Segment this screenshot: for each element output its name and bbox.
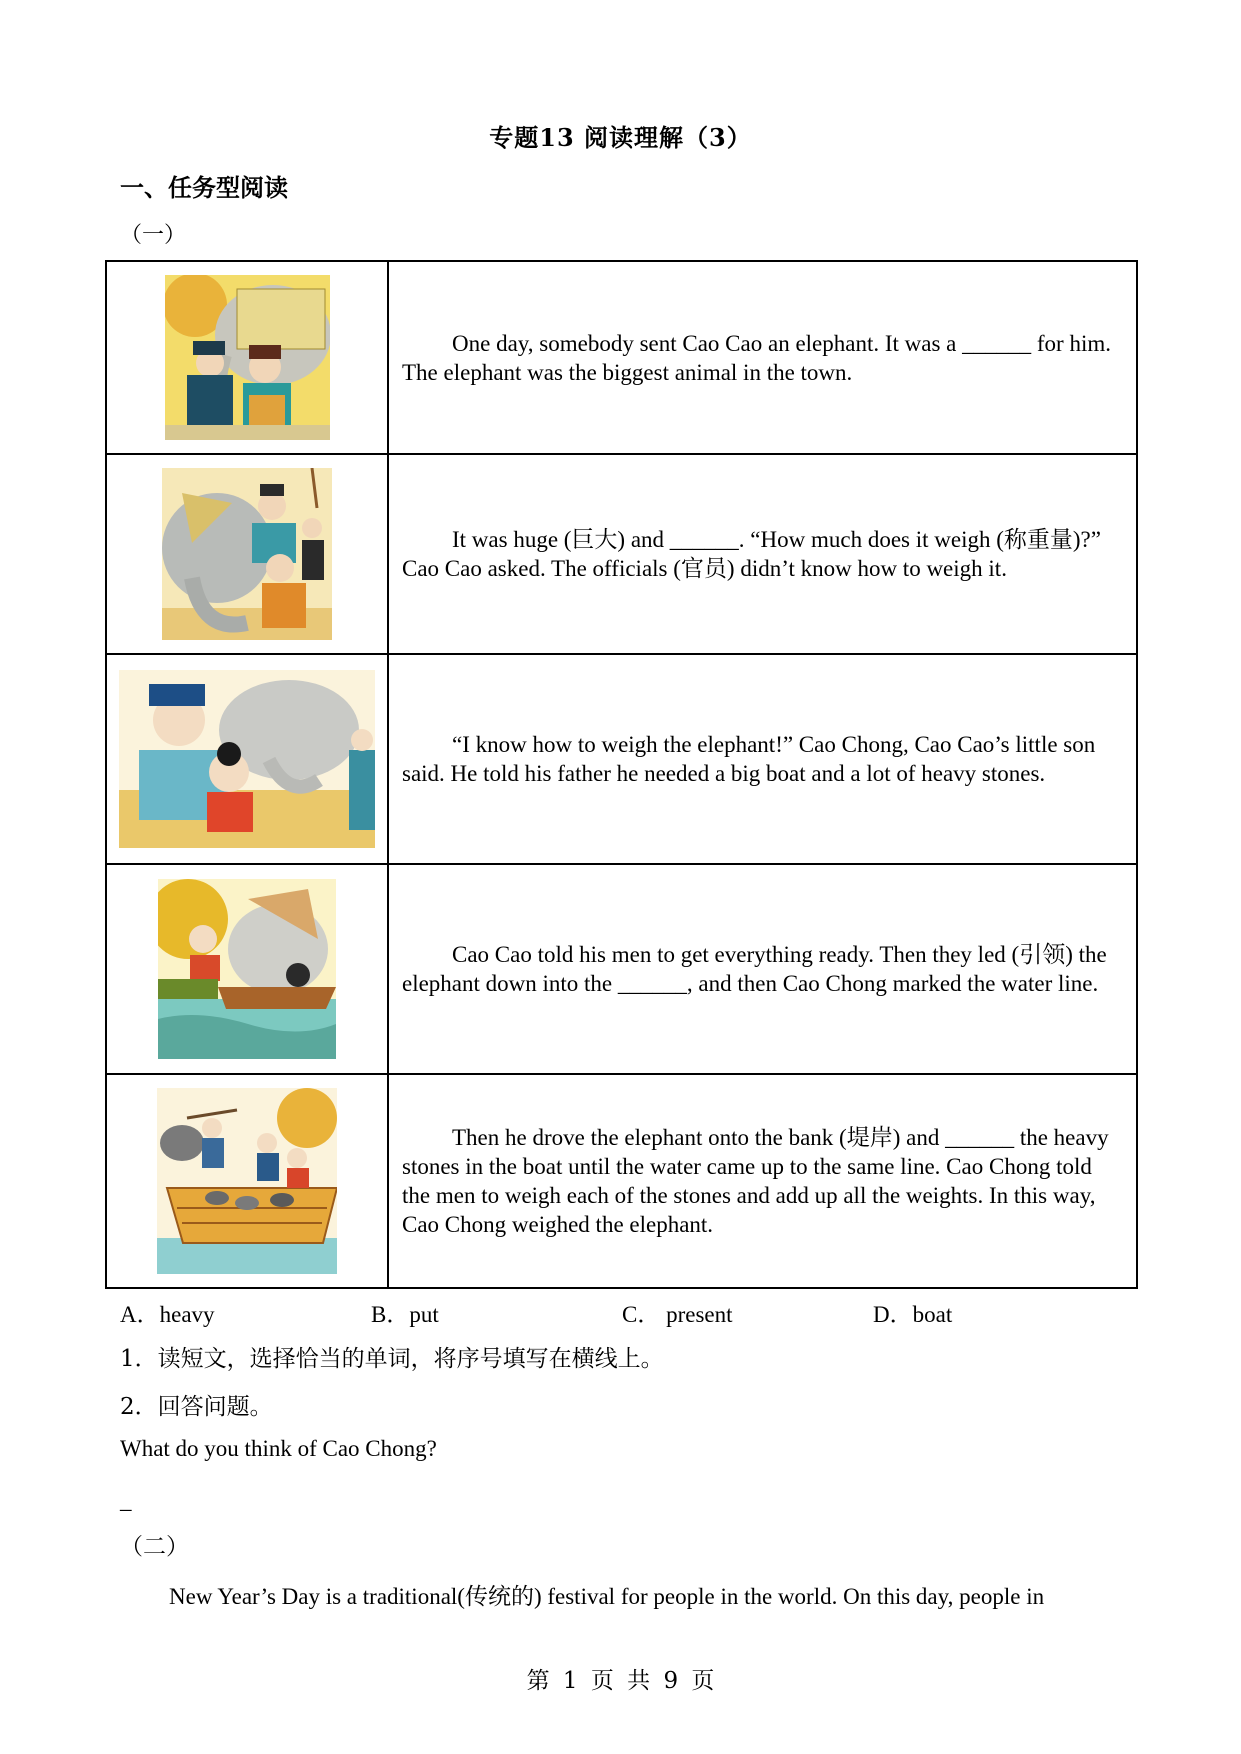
table-row <box>106 864 1137 1074</box>
image-cell <box>106 454 388 654</box>
table-row <box>106 654 1137 864</box>
question-2: 2．回答问题。 <box>120 1394 273 1420</box>
option-a: A．heavy <box>120 1302 215 1327</box>
section-heading: 一、任务型阅读 <box>120 173 288 202</box>
question-2-prompt: What do you think of Cao Chong? <box>120 1436 437 1461</box>
text-cell <box>388 261 1137 454</box>
story-text-3: “I know how to weigh the elephant!” Cao Chong, Cao Cao’s little son said. He told his father he needed a big boat and a lot of heavy stones. <box>402 732 1096 786</box>
page-title: 专题13 阅读理解（3） <box>489 123 752 152</box>
option-b: B．put <box>371 1302 439 1327</box>
answer-line[interactable]: _ <box>120 1488 132 1513</box>
cao-chong-illustration <box>119 670 375 848</box>
passage-2-text: New Year’s Day is a traditional(传统的) festival for people in the world. On this day, people in <box>169 1584 1045 1609</box>
question-1: 1．读短文，选择恰当的单词，将序号填写在横线上。 <box>120 1346 664 1372</box>
page-footer: 第 1 页 共 9 页 <box>526 1668 715 1694</box>
story-text-2: It was huge (巨大) and ______. “How much does it weigh (称重量)?” Cao Cao asked. The officials (官员) didn’t know how to weigh it. <box>402 527 1101 581</box>
table-row <box>106 261 1137 454</box>
image-cell <box>106 261 388 454</box>
text-cell <box>388 1074 1137 1288</box>
text-cell <box>388 454 1137 654</box>
part-label-1: （一） <box>120 223 187 248</box>
table-row <box>106 454 1137 654</box>
table-row <box>106 1074 1137 1288</box>
story-table <box>105 260 1138 1289</box>
image-cell <box>106 864 388 1074</box>
story-text-4: Cao Cao told his men to get everything ready. Then they led (引领) the elephant down into the ______, and then Cao Chong marked the water line. <box>402 942 1107 996</box>
text-cell <box>388 654 1137 864</box>
image-cell <box>106 654 388 864</box>
elephant-officials-illustration <box>162 468 332 640</box>
elephant-gift-illustration <box>165 275 330 440</box>
part-label-2: （二） <box>120 1534 189 1560</box>
image-cell <box>106 1074 388 1288</box>
text-cell <box>388 864 1137 1074</box>
stones-boat-illustration <box>157 1088 337 1274</box>
option-d: D．boat <box>873 1302 953 1327</box>
option-c: C． present <box>622 1302 733 1327</box>
story-text-5: Then he drove the elephant onto the bank (堤岸) and ______ the heavy stones in the boat until the water came up to the same line. Cao Chong told the men to weigh each of the stones and add up all the weights. In this way, Cao Chong weighed the elephant. <box>402 1125 1109 1237</box>
elephant-boat-illustration <box>158 879 336 1059</box>
story-text-1: One day, somebody sent Cao Cao an elephant. It was a ______ for him. The elephant was the biggest animal in the town. <box>402 330 1111 385</box>
